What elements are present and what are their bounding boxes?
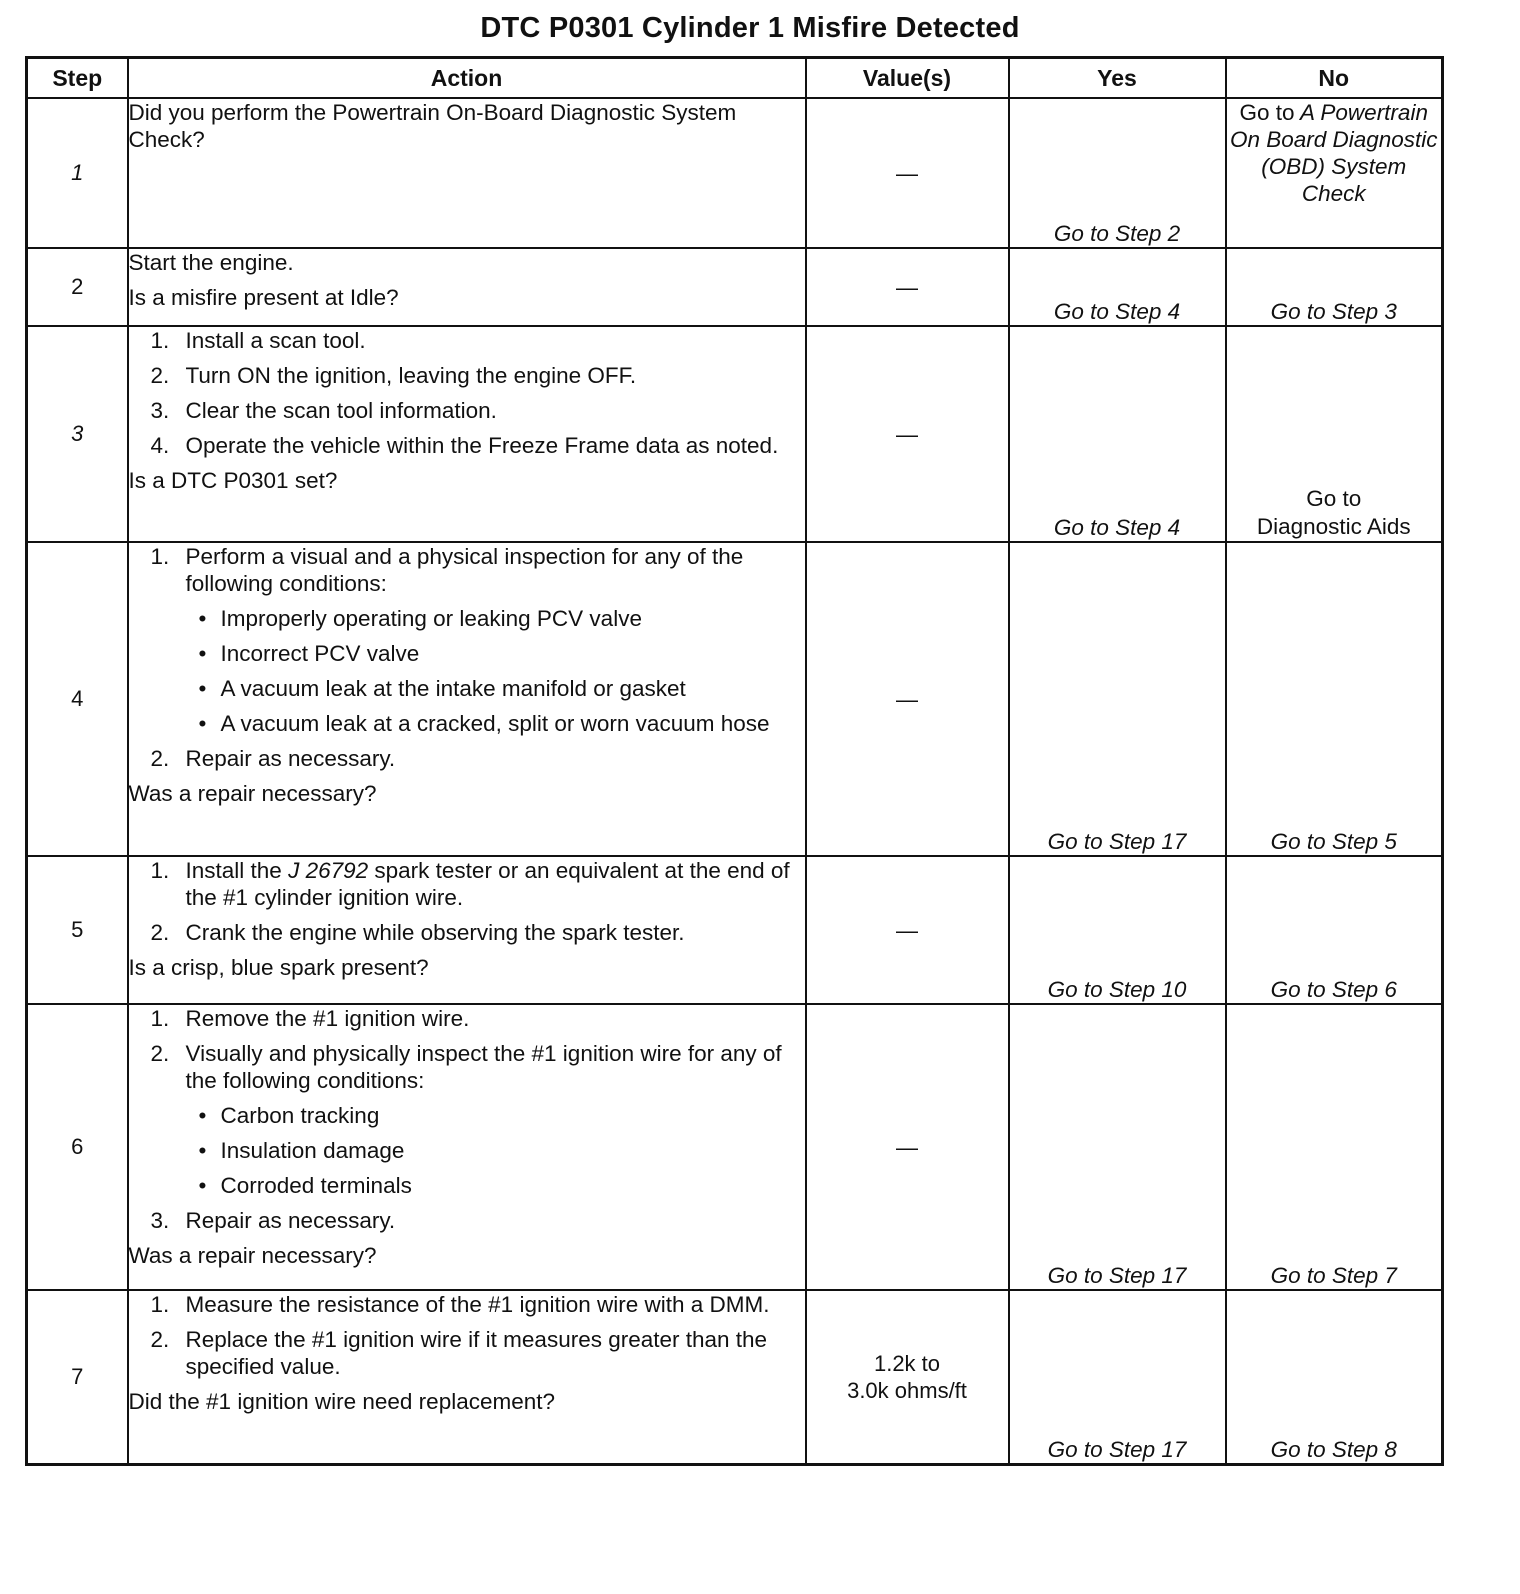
step-number: 6 — [27, 1004, 128, 1290]
value-cell — [806, 1290, 1009, 1464]
bullet-text: Incorrect PCV valve — [220, 641, 420, 666]
action-question: Is a crisp, blue spark present? — [128, 955, 429, 980]
action-cell — [128, 248, 806, 326]
list-item — [129, 1005, 805, 1032]
value-cell: — — [806, 542, 1009, 856]
item-number: 1. — [150, 1292, 170, 1317]
bullet-icon: • — [198, 641, 207, 666]
action-line: Start the engine. — [128, 250, 294, 275]
bullet-icon: • — [198, 606, 207, 631]
item-text: Visually and physically inspect the #1 ignition wire for any of the following conditions: — [185, 1041, 782, 1093]
no-cell: Go to Step 8 — [1226, 1290, 1443, 1464]
item-text: Repair as necessary. — [185, 1208, 396, 1233]
item-text: Crank the engine while observing the spark tester. — [185, 920, 685, 945]
action-list — [129, 327, 805, 459]
item-number: 2. — [150, 746, 170, 771]
item-number: 3. — [150, 1208, 170, 1233]
bullet-item — [129, 1172, 805, 1199]
bullet-item — [129, 640, 805, 667]
action-question: Was a repair necessary? — [128, 781, 377, 806]
no-cell: Go to Step 3 — [1226, 248, 1443, 326]
value-cell: — — [806, 856, 1009, 1004]
step-number: 7 — [27, 1290, 128, 1464]
condition-list — [129, 605, 805, 737]
value-line: 3.0k ohms/ft — [847, 1377, 967, 1403]
action-question: Is a DTC P0301 set? — [128, 468, 338, 493]
yes-cell: Go to Step 4 — [1009, 326, 1226, 542]
item-text: spark tester or an equivalent at the end of the #1 cylinder ignition wire. — [185, 858, 790, 910]
no-cell: Go to Step 6 — [1226, 856, 1443, 1004]
list-item — [129, 1291, 805, 1318]
value-line: 1.2k to — [873, 1350, 941, 1376]
header-row — [27, 58, 1443, 99]
bullet-item — [129, 605, 805, 632]
no-cell — [1226, 326, 1443, 542]
table-row — [27, 542, 1443, 856]
bullet-text: Carbon tracking — [220, 1103, 380, 1128]
item-number: 1. — [150, 544, 170, 569]
step-number: 1 — [27, 98, 128, 248]
no-prefix: Go to — [1239, 100, 1295, 125]
header-values: Value(s) — [806, 58, 1009, 99]
action-cell — [128, 1290, 806, 1464]
item-text: Install a scan tool. — [185, 328, 366, 353]
step-number: 5 — [27, 856, 128, 1004]
item-number: 1. — [150, 858, 170, 883]
item-text: Perform a visual and a physical inspection for any of the following conditions: — [185, 544, 744, 596]
value-cell: — — [806, 1004, 1009, 1290]
no-cell — [1226, 98, 1443, 248]
item-number: 2. — [150, 363, 170, 388]
table-row — [27, 856, 1443, 1004]
list-item — [129, 1326, 805, 1380]
item-text: Replace the #1 ignition wire if it measures greater than the specified value. — [185, 1327, 768, 1379]
value-cell: — — [806, 326, 1009, 542]
list-item — [129, 362, 805, 389]
item-number: 3. — [150, 398, 170, 423]
no-cell: Go to Step 5 — [1226, 542, 1443, 856]
yes-cell: Go to Step 17 — [1009, 542, 1226, 856]
page-title: DTC P0301 Cylinder 1 Misfire Detected — [480, 12, 1020, 44]
value-cell: — — [806, 248, 1009, 326]
list-item — [129, 397, 805, 424]
no-cell: Go to Step 7 — [1226, 1004, 1443, 1290]
step-number: 2 — [27, 248, 128, 326]
tool-reference: J 26792 — [288, 858, 369, 883]
header-action: Action — [128, 58, 806, 99]
yes-cell: Go to Step 17 — [1009, 1290, 1226, 1464]
yes-cell: Go to Step 2 — [1009, 98, 1226, 248]
step-number: 3 — [27, 326, 128, 542]
table-row — [27, 98, 1443, 248]
bullet-icon: • — [198, 711, 207, 736]
action-list — [129, 1207, 805, 1234]
action-list — [129, 745, 805, 772]
item-text: Clear the scan tool information. — [185, 398, 497, 423]
list-item — [129, 857, 805, 911]
action-question: Did you perform the Powertrain On-Board Diagnostic System Check? — [128, 100, 737, 152]
item-number: 1. — [150, 328, 170, 353]
table-row — [27, 1290, 1443, 1464]
bullet-text: Insulation damage — [220, 1138, 405, 1163]
bullet-item — [129, 710, 805, 737]
action-list — [129, 857, 805, 946]
item-number: 2. — [150, 920, 170, 945]
action-cell — [128, 326, 806, 542]
action-question: Did the #1 ignition wire need replacement? — [128, 1389, 556, 1414]
action-question: Was a repair necessary? — [128, 1243, 377, 1268]
item-text: Turn ON the ignition, leaving the engine OFF. — [185, 363, 637, 388]
bullet-icon: • — [198, 1138, 207, 1163]
bullet-icon: • — [198, 1173, 207, 1198]
table-row — [27, 326, 1443, 542]
item-text: Repair as necessary. — [185, 746, 396, 771]
action-list — [129, 543, 805, 597]
list-item — [129, 1040, 805, 1094]
action-list — [129, 1291, 805, 1380]
list-item — [129, 1207, 805, 1234]
list-item — [129, 432, 805, 459]
bullet-text: A vacuum leak at a cracked, split or worn vacuum hose — [220, 711, 770, 736]
action-question: Is a misfire present at Idle? — [128, 285, 399, 310]
list-item — [129, 543, 805, 597]
bullet-item — [129, 1102, 805, 1129]
action-cell — [128, 856, 806, 1004]
header-yes: Yes — [1009, 58, 1226, 99]
value-cell: — — [806, 98, 1009, 248]
yes-cell: Go to Step 4 — [1009, 248, 1226, 326]
table-row — [27, 1004, 1443, 1290]
action-cell — [128, 542, 806, 856]
item-number: 2. — [150, 1041, 170, 1066]
yes-cell: Go to Step 10 — [1009, 856, 1226, 1004]
diagnostic-table — [25, 56, 1444, 1466]
action-list — [129, 1005, 805, 1094]
bullet-icon: • — [198, 676, 207, 701]
list-item — [129, 745, 805, 772]
action-cell — [128, 98, 806, 248]
condition-list — [129, 1102, 805, 1199]
item-number: 4. — [150, 433, 170, 458]
header-no: No — [1226, 58, 1443, 99]
item-number: 2. — [150, 1327, 170, 1352]
item-text: Remove the #1 ignition wire. — [185, 1006, 470, 1031]
no-line: Diagnostic Aids — [1256, 514, 1411, 539]
no-reference: A Powertrain On Board Diagnostic (OBD) System Check — [1229, 100, 1438, 206]
bullet-item — [129, 675, 805, 702]
item-text: Operate the vehicle within the Freeze Frame data as noted. — [185, 433, 779, 458]
bullet-item — [129, 1137, 805, 1164]
list-item — [129, 919, 805, 946]
table-row — [27, 248, 1443, 326]
header-step: Step — [27, 58, 128, 99]
list-item — [129, 327, 805, 354]
bullet-text: A vacuum leak at the intake manifold or gasket — [220, 676, 686, 701]
bullet-text: Improperly operating or leaking PCV valve — [220, 606, 642, 631]
action-cell — [128, 1004, 806, 1290]
item-text: Install the — [185, 858, 289, 883]
item-number: 1. — [150, 1006, 170, 1031]
step-number: 4 — [27, 542, 128, 856]
bullet-icon: • — [198, 1103, 207, 1128]
bullet-text: Corroded terminals — [220, 1173, 412, 1198]
no-line: Go to — [1306, 486, 1362, 511]
yes-cell: Go to Step 17 — [1009, 1004, 1226, 1290]
item-text: Measure the resistance of the #1 ignition wire with a DMM. — [185, 1292, 770, 1317]
